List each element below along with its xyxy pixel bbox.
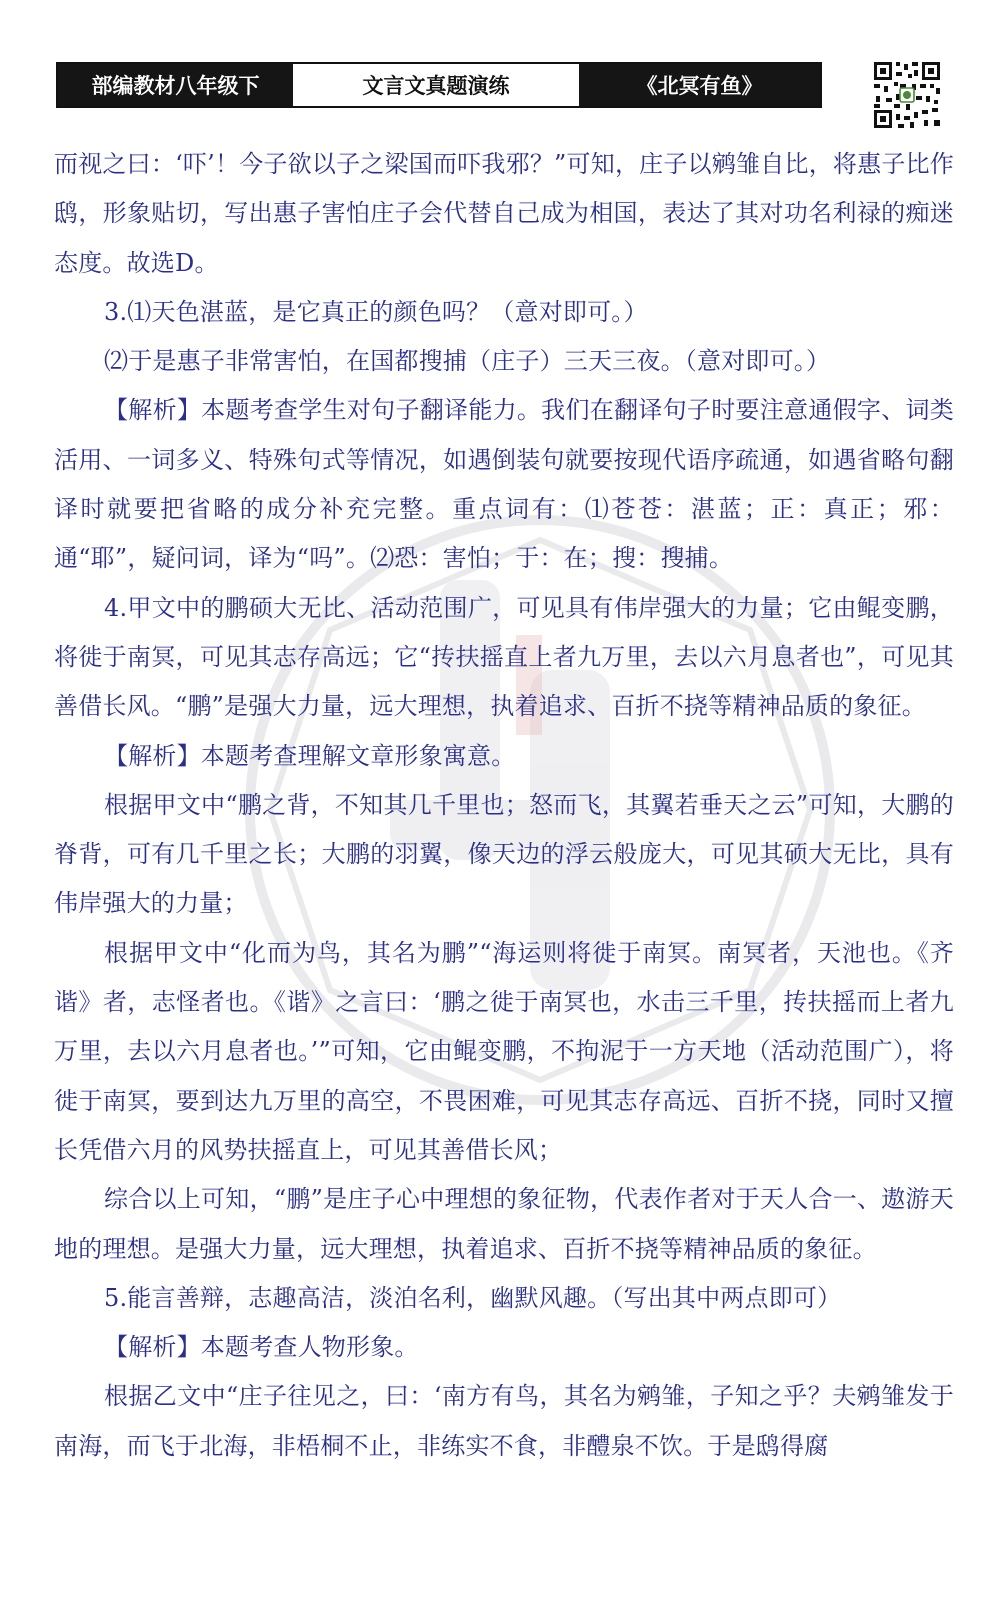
paragraph: 而视之曰：‘吓’！今子欲以子之梁国而吓我邪？”可知，庄子以鹓雏自比，将惠子比作鸱，形象贴切，写出惠子害怕庄子会代替自己成为相国，表达了其对功名利禄的痴迷态度。故选D。 xyxy=(54,150,954,277)
paragraph: 【解析】本题考查学生对句子翻译能力。我们在翻译句子时要注意通假字、词类活用、一词多义、特殊句式等情况，如遇倒装句就要按现代语序疏通，如遇省略句翻译时就要把省略的成分补充完整。重点词有：⑴苍苍：湛蓝；正：真正；邪：通“耶”，疑问词，译为“吗”。⑵恐：害怕；于：在；搜：搜捕。 xyxy=(54,396,954,573)
paragraph: 4.甲文中的鹏硕大无比、活动范围广，可见具有伟岸强大的力量；它由鲲变鹏，将徙于南冥，可见其志存高远；它“抟扶摇直上者九万里，去以六月息者也”，可见其善借长风。“鹏”是强大力量，远大理想，执着追求、百折不挠等精神品质的象征。 xyxy=(54,593,954,721)
paragraph: ⑵于是惠子非常害怕，在国都搜捕（庄子）三天三夜。（意对即可。） xyxy=(104,347,831,376)
header-bar xyxy=(56,62,822,108)
paragraph: 5.能言善辩，志趣高洁，淡泊名利，幽默风趣。（写出其中两点即可） xyxy=(104,1283,842,1312)
paragraph: 【解析】本题考查理解文章形象寓意。 xyxy=(104,741,516,770)
paragraph: 【解析】本题考查人物形象。 xyxy=(104,1333,419,1362)
header-lesson-title: 《北冥有鱼》 xyxy=(579,64,820,106)
paragraph: 3.⑴天色湛蓝，是它真正的颜色吗？（意对即可。） xyxy=(104,297,648,326)
paragraph: 综合以上可知，“鹏”是庄子心中理想的象征物，代表作者对于天人合一、遨游天地的理想。是强大力量，远大理想，执着追求、百折不挠等精神品质的象征。 xyxy=(54,1185,954,1263)
answer-content xyxy=(54,140,954,1471)
paragraph: 根据甲文中“鹏之背，不知其几千里也；怒而飞，其翼若垂天之云”可知，大鹏的脊背，可有几千里之长；大鹏的羽翼，像天边的浮云般庞大，可见其硕大无比，具有伟岸强大的力量； xyxy=(54,790,954,918)
header-section-title: 文言文真题演练 xyxy=(293,64,579,106)
paragraph: 根据甲文中“化而为鸟，其名为鹏”“海运则将徙于南冥。南冥者，天池也。《齐谐》者，志怪者也。《谐》之言曰：‘鹏之徙于南冥也，水击三千里，抟扶摇而上者九万里，去以六月息者也。’”可知，它由鲲变鹏，不拘泥于一方天地（活动范围广），将徙于南冥，要到达九万里的高空，不畏困难，可见其志存高远、百折不挠，同时又擅长凭借六月的风势扶摇直上，可见其善借长风； xyxy=(54,938,954,1164)
header-grade-label: 部编教材八年级下 xyxy=(58,64,293,106)
paragraph: 根据乙文中“庄子往见之，曰：‘南方有鸟，其名为鹓雏，子知之乎？夫鹓雏发于南海，而飞于北海，非梧桐不止，非练实不食，非醴泉不饮。于是鸱得腐 xyxy=(54,1382,954,1460)
qr-code-icon xyxy=(872,60,942,130)
